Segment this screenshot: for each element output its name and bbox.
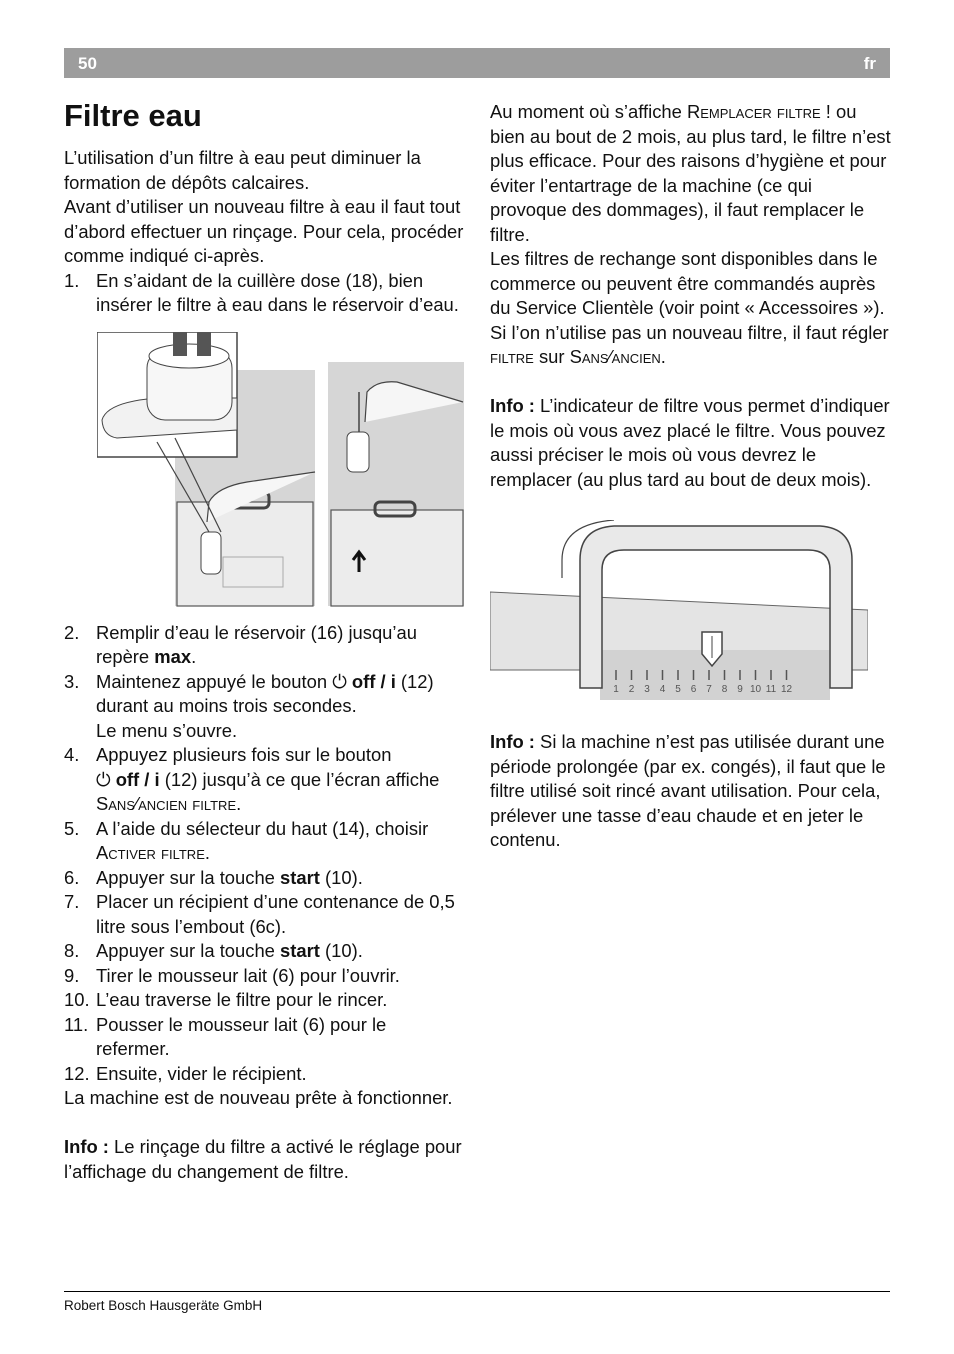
info-text: L’indicateur de filtre vous permet d’indiquer le mois où vous avez placé le filtre. Vous pouvez aussi préciser le mois où vous devrez le remplacer (au plus tard au bout de deux mois). [490,395,890,490]
step-bold: max [154,646,192,667]
display-message: Sans⁄ancien filtre [96,793,237,814]
step-bold: start [280,940,320,961]
spare-filters-paragraph [490,247,892,370]
scale-label: 5 [675,684,681,695]
step-number: 2. [64,621,80,643]
step-text: A l’aide du sélecteur du haut (14), choisir [96,817,429,839]
display-message: filtre [490,346,534,367]
step-text: En s’aidant de la cuillère dose (18), bien insérer le filtre à eau dans le réservoir d’eau. [96,269,459,315]
filter-insert-drawing [97,332,467,607]
language-label: fr [863,54,876,73]
steps-list-a [64,269,464,318]
step-text: Appuyer sur la touche [96,940,281,961]
step-number: 7. [64,891,80,912]
list-item [64,988,464,1013]
display-message: Remplacer filtre ! [686,101,831,122]
footer-company: Robert Bosch Hausgeräte GmbH [64,1298,263,1313]
step-text: (10). [319,866,363,888]
list-item [64,939,464,964]
info-label: Info : [490,731,535,752]
page-title: Filtre eau [64,98,202,133]
power-icon: ⏻ [96,768,111,790]
scale-label: 2 [628,684,635,695]
step-text: (10). [319,940,363,961]
step-text: (12) jusqu’à ce que l’écran affiche [159,768,440,790]
month-indicator-drawing [490,520,868,700]
step-text: Remplir d’eau le réservoir (16) jusqu’au repère [96,621,417,667]
list-item [64,890,464,939]
text: ou bien au bout de 2 mois, au plus tard, le filtre n’est plus efficace. Pour des raisons d’hygiène et pour éviter l’entartrage de la machine (ce qui provoque des dommages), il faut remplacer le filtre. [490,101,891,245]
scale-label: 6 [690,684,697,695]
ready-paragraph: La machine est de nouveau prête à fonctionner. [64,1087,453,1108]
scale-label: 9 [737,684,743,695]
list-item [64,1062,464,1087]
step-text: Tirer le mousseur lait (6) pour l’ouvrir. [96,964,400,986]
intro-paragraph-2: Avant d’utiliser un nouveau filtre à eau il faut tout d’abord effectuer un rinçage. Pour cela, procéder comme indiqué ci-après. [64,196,464,266]
list-item [64,269,464,318]
display-message: Sans⁄ancien [569,346,661,367]
step-text: Pousser le mousseur lait (6) pour le refermer. [96,1013,387,1059]
step-number: 11. [64,1013,89,1035]
step-number: 3. [64,670,80,692]
scale-label: 1 [613,684,619,695]
text: sur [533,346,570,367]
list-item [64,1013,464,1062]
step-text: Ensuite, vider le récipient. [96,1062,307,1084]
steps-list-b [64,621,464,1087]
list-item [64,817,464,866]
info-paragraph [490,730,892,853]
scale-label: 11 [765,684,777,695]
step-number: 12. [64,1062,90,1084]
step-text: Appuyer sur la touche [96,866,281,888]
replace-paragraph [490,100,892,247]
display-message: Activer filtre [96,842,205,863]
step-text: (12) durant au moins trois secondes. [96,670,434,716]
text: . [660,346,666,367]
step-number: 9. [64,964,80,986]
scale-label: 12 [780,684,793,695]
step-number: 1. [64,269,80,291]
power-icon: ⏻ [332,670,347,692]
step-number: 6. [64,866,80,888]
info-label: Info : [490,395,535,416]
scale-label: 10 [749,684,762,695]
text: Les filtres de rechange sont disponibles dans le commerce ou peuvent être commandés auprès du Service Clientèle (voir point « Accessoires »). Si l’on n’utilise pas un nouveau filtre, il faut régler [490,248,889,343]
list-item [64,621,464,670]
filter-insert-illustration [97,332,467,607]
info-text: Le rinçage du filtre a activé le réglage pour l’affichage du changement de filtre. [64,1136,462,1182]
scale-label: 4 [659,684,666,695]
text: Au moment où s’affiche [490,101,687,122]
info-paragraph [490,394,892,492]
intro-paragraph-1: L’utilisation d’un filtre à eau peut diminuer la formation de dépôts calcaires. [64,147,421,193]
scale-label: 7 [706,684,712,695]
step-text: . [191,646,197,667]
list-item [64,743,464,817]
filter-month-indicator-illustration [490,520,868,700]
step-text: L’eau traverse le filtre pour le rincer. [96,989,388,1010]
step-text: Maintenez appuyé le bouton [96,670,333,692]
info-icon: i [154,768,160,790]
header-bar [64,48,890,78]
step-bold: off / [115,768,155,790]
scale-label: 3 [644,684,650,695]
info-paragraph [64,1135,464,1184]
step-number: 8. [64,940,80,961]
left-column [64,96,464,1184]
step-number: 4. [64,744,80,765]
list-item [64,866,464,891]
step-text: Le menu s’ouvre. [96,719,238,741]
step-text: Placer un récipient d’une contenance de 0,5 litre sous l’embout (6c). [96,891,455,937]
scale-label: 8 [721,684,728,695]
list-item [64,964,464,989]
footer-rule [64,1291,890,1292]
step-bold: start [280,866,320,888]
page-number: 50 [78,54,97,73]
right-column [490,96,892,853]
step-text: . [236,793,242,814]
info-icon: i [390,670,396,692]
step-number: 5. [64,817,80,839]
step-bold: off / [351,670,391,692]
info-label: Info : [64,1136,109,1157]
step-text: Appuyez plusieurs fois sur le bouton [96,744,392,765]
info-text: Si la machine n’est pas utilisée durant une période prolongée (par ex. congés), il faut que le filtre utilisé soit rincé avant utilisation. Pour cela, prélever une tasse d’eau chaude et en jeter le contenu. [490,731,886,850]
step-number: 10. [64,989,90,1010]
step-text: . [204,842,210,863]
list-item [64,670,464,744]
